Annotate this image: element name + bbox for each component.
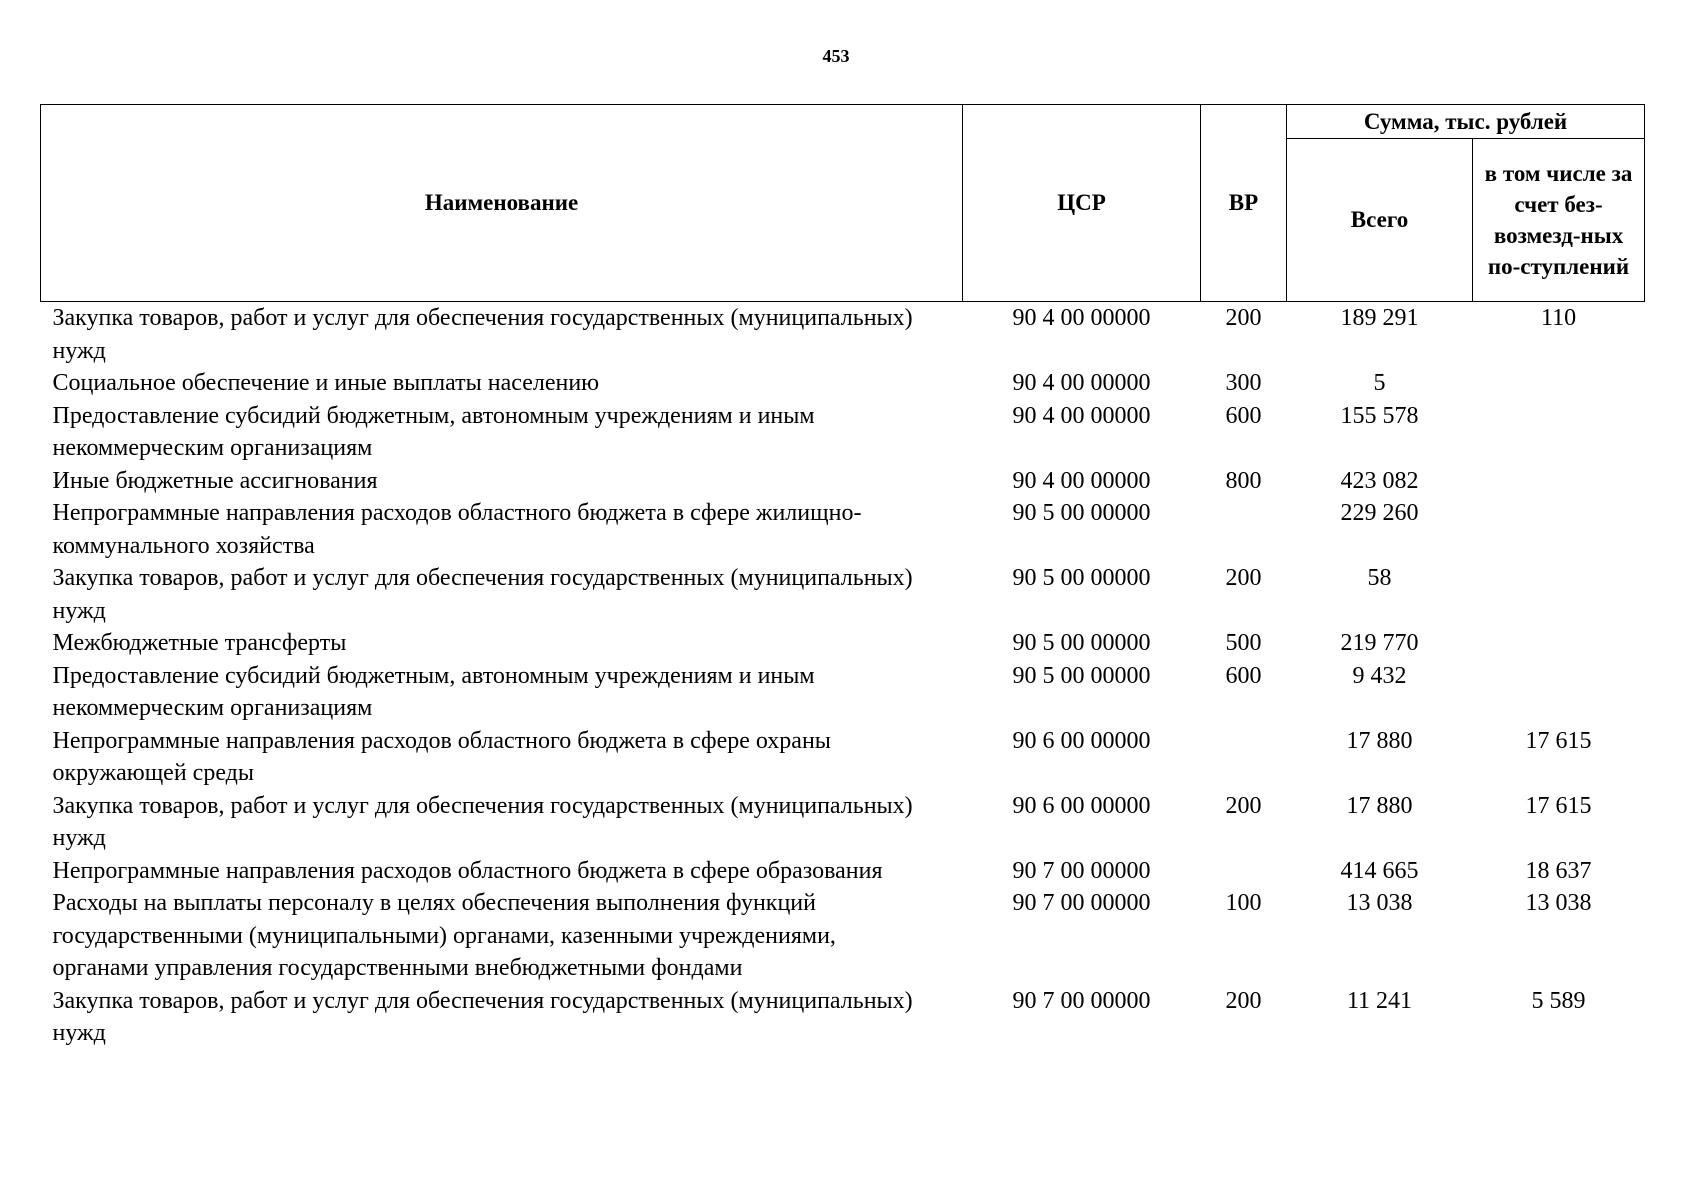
row-name: Непрограммные направления расходов областного бюджета в сфере охраны окружающей среды [52, 727, 831, 786]
row-vr: 600 [1225, 662, 1262, 689]
row-csr: 90 6 00 00000 [1012, 727, 1151, 754]
table-row [41, 660, 1645, 725]
row-grant [1473, 497, 1645, 562]
row-vr: 600 [1225, 402, 1262, 429]
table-row [41, 887, 1645, 985]
row-name: Расходы на выплаты персоналу в целях обеспечения выполнения функций государственными (муниципальными) органами, казенными учреждениями, органами управления государственными внебюджетными фондами [52, 890, 836, 981]
table-row [41, 725, 1645, 790]
row-grant [1473, 627, 1645, 660]
row-csr: 90 4 00 00000 [1012, 402, 1151, 429]
row-csr: 90 4 00 00000 [1012, 467, 1151, 494]
row-total: 9 432 [1352, 662, 1407, 689]
table-row [41, 790, 1645, 855]
header-vr: ВР [1201, 105, 1287, 302]
budget-table [40, 104, 1645, 1050]
table-row [41, 400, 1645, 465]
row-total: 58 [1367, 565, 1392, 591]
row-name: Непрограммные направления расходов областного бюджета в сфере образования [52, 857, 883, 884]
row-name: Закупка товаров, работ и услуг для обеспечения государственных (муниципальных) нужд [52, 987, 913, 1046]
row-total: 414 665 [1340, 857, 1419, 884]
header-name: Наименование [41, 105, 963, 302]
row-csr: 90 7 00 00000 [1012, 857, 1151, 884]
row-csr: 90 5 00 00000 [1012, 500, 1151, 526]
row-total: 155 578 [1340, 402, 1419, 429]
row-total: 17 880 [1346, 727, 1413, 754]
table-header [41, 105, 1645, 302]
row-name: Иные бюджетные ассигнования [52, 467, 378, 494]
table-row [41, 855, 1645, 888]
table-body [41, 302, 1645, 1050]
row-grant: 110 [1540, 305, 1577, 331]
row-grant [1473, 660, 1645, 725]
row-total: 229 260 [1340, 500, 1419, 526]
row-csr: 90 4 00 00000 [1012, 305, 1151, 331]
row-csr: 90 5 00 00000 [1012, 565, 1151, 591]
row-grant: 5 589 [1531, 987, 1586, 1014]
row-grant: 17 615 [1525, 727, 1592, 754]
row-vr: 500 [1225, 630, 1262, 656]
row-vr [1201, 497, 1287, 562]
row-name: Закупка товаров, работ и услуг для обеспечения государственных (муниципальных) нужд [52, 305, 913, 364]
row-grant: 17 615 [1525, 792, 1592, 819]
row-name: Предоставление субсидий бюджетным, автономным учреждениям и иным некоммерческим организациям [52, 402, 815, 461]
row-vr: 800 [1225, 467, 1262, 494]
row-csr: 90 7 00 00000 [1012, 987, 1151, 1014]
row-total: 219 770 [1340, 630, 1419, 656]
row-name: Социальное обеспечение и иные выплаты населению [52, 370, 600, 396]
row-total: 11 241 [1346, 987, 1413, 1014]
header-total: Всего [1287, 139, 1473, 302]
row-csr: 90 5 00 00000 [1012, 662, 1151, 689]
table-row [41, 367, 1645, 400]
row-total: 5 [1373, 370, 1386, 396]
table-row [41, 562, 1645, 627]
row-name: Межбюджетные трансферты [52, 630, 347, 656]
row-grant [1473, 465, 1645, 498]
row-total: 189 291 [1340, 305, 1419, 331]
header-grant: в том числе за счет без-возмезд-ных по-ступлений [1473, 139, 1645, 302]
table-row [41, 497, 1645, 562]
row-grant: 13 038 [1525, 890, 1592, 916]
row-total: 423 082 [1340, 467, 1419, 494]
row-vr: 100 [1225, 890, 1262, 916]
row-name: Закупка товаров, работ и услуг для обеспечения государственных (муниципальных) нужд [52, 792, 913, 851]
row-vr: 200 [1225, 565, 1262, 591]
row-vr: 200 [1225, 987, 1262, 1014]
row-grant [1473, 400, 1645, 465]
header-sum-group: Сумма, тыс. рублей [1287, 105, 1645, 139]
row-grant [1473, 367, 1645, 400]
row-vr: 200 [1225, 305, 1262, 331]
row-total: 13 038 [1346, 890, 1413, 916]
row-name: Непрограммные направления расходов областного бюджета в сфере жилищно-коммунального хозяйства [52, 500, 862, 559]
row-vr: 200 [1225, 792, 1262, 819]
header-csr: ЦСР [963, 105, 1201, 302]
table-row [41, 627, 1645, 660]
row-csr: 90 4 00 00000 [1012, 370, 1151, 396]
row-vr [1201, 855, 1287, 888]
table-row [41, 302, 1645, 368]
table-row [41, 465, 1645, 498]
row-csr: 90 6 00 00000 [1012, 792, 1151, 819]
row-csr: 90 5 00 00000 [1012, 630, 1151, 656]
row-grant [1473, 562, 1645, 627]
row-name: Предоставление субсидий бюджетным, автономным учреждениям и иным некоммерческим организациям [52, 662, 815, 721]
row-vr [1201, 725, 1287, 790]
table-row [41, 985, 1645, 1050]
row-total: 17 880 [1346, 792, 1413, 819]
row-grant: 18 637 [1525, 857, 1592, 884]
row-name: Закупка товаров, работ и услуг для обеспечения государственных (муниципальных) нужд [52, 565, 913, 624]
page-number: 453 [822, 46, 850, 66]
row-vr: 300 [1225, 370, 1262, 396]
row-csr: 90 7 00 00000 [1012, 890, 1151, 916]
